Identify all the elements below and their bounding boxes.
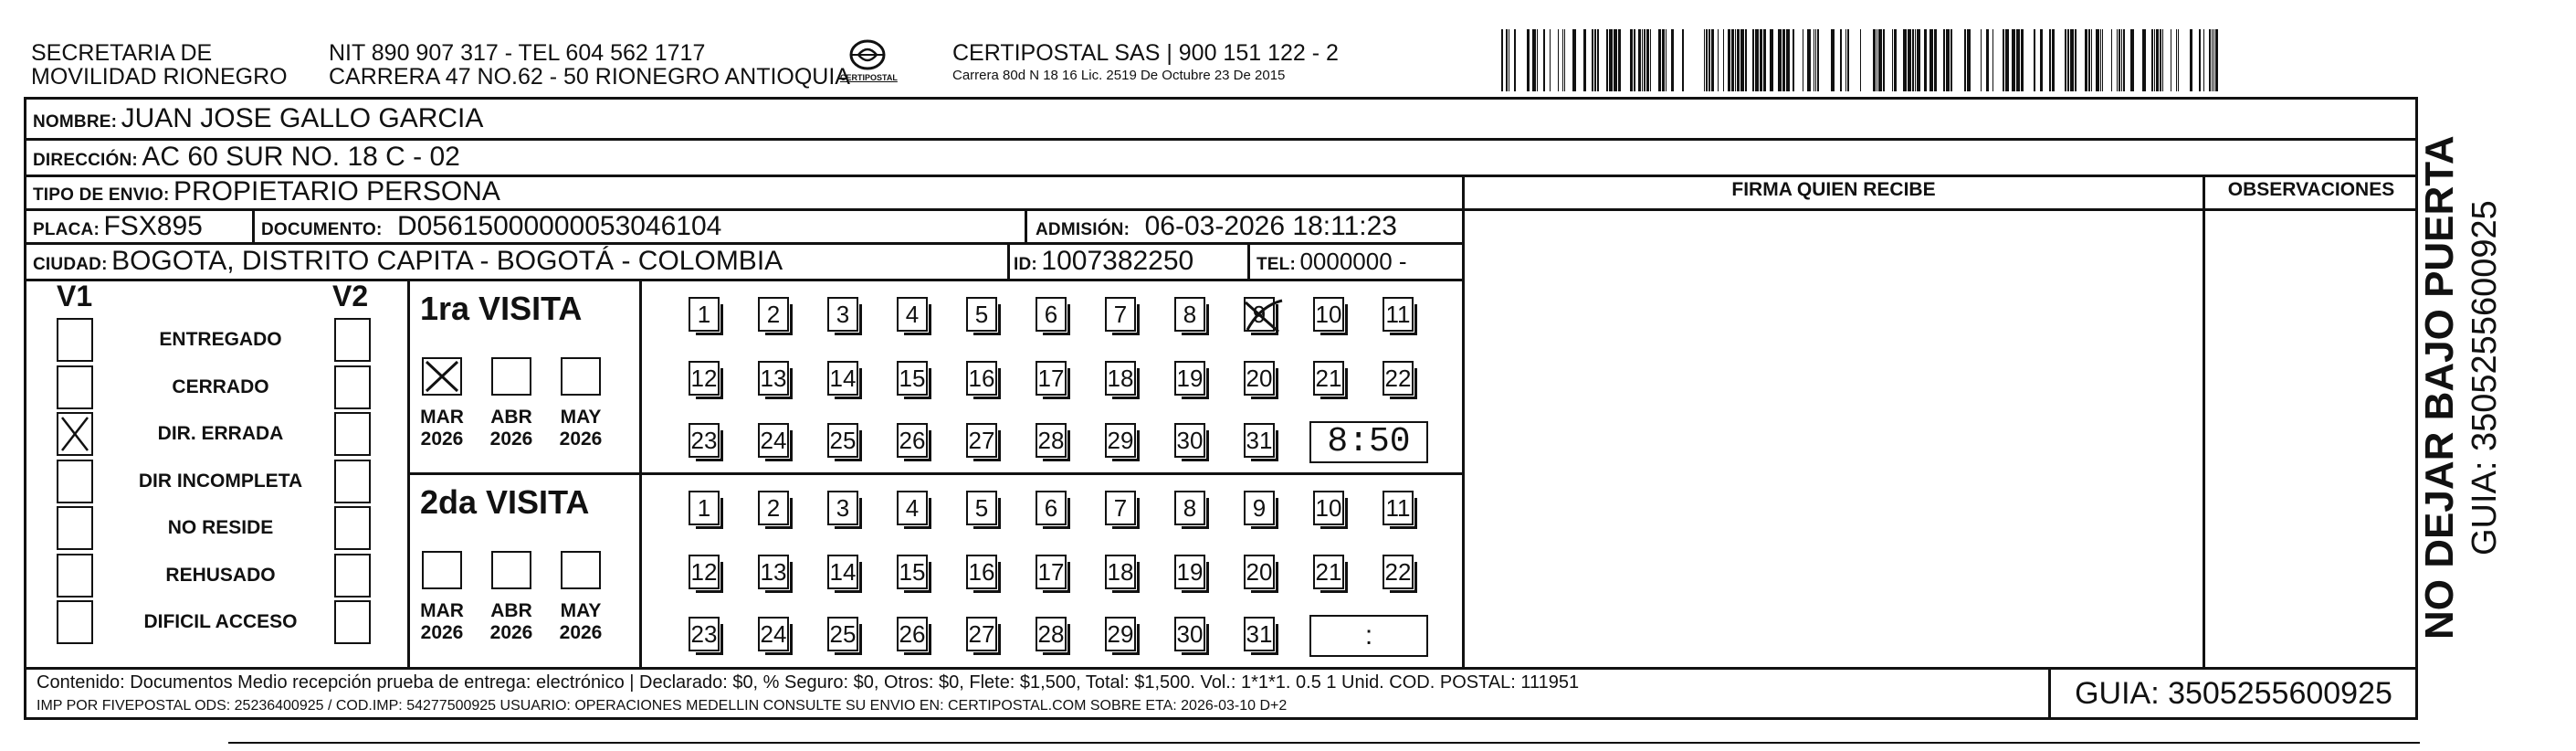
day-box[interactable]: [1313, 361, 1344, 396]
documento-row: [261, 210, 721, 248]
month-year: 2026: [559, 622, 603, 643]
day-box[interactable]: [1383, 297, 1414, 332]
day-number: 4: [905, 494, 920, 522]
visit-title: 1ra VISITA: [420, 290, 583, 327]
admision-row: [1036, 210, 1397, 248]
day-box[interactable]: [827, 555, 858, 589]
direccion-label: DIRECCIÓN:: [33, 151, 138, 170]
day-box[interactable]: [966, 297, 997, 332]
day-number: 9: [1252, 494, 1267, 522]
month-name: MAR: [420, 407, 464, 428]
day-number: 6: [1044, 494, 1058, 522]
day-number: 21: [1315, 365, 1342, 392]
footer-guia: GUIA: 3505255600925: [2075, 676, 2392, 711]
day-box[interactable]: [966, 423, 997, 458]
day-number: 29: [1107, 620, 1134, 648]
day-number: 19: [1176, 365, 1204, 392]
day-number: 19: [1176, 558, 1204, 586]
month-year: 2026: [489, 428, 533, 450]
day-box[interactable]: [1383, 555, 1414, 589]
day-number: 16: [968, 365, 995, 392]
day-box[interactable]: [966, 617, 997, 651]
month-label: [483, 600, 540, 644]
day-box[interactable]: [689, 361, 720, 396]
day-number: 5: [974, 494, 989, 522]
month-year: 2026: [420, 622, 464, 643]
day-box[interactable]: [1174, 617, 1205, 651]
day-box[interactable]: [827, 617, 858, 651]
day-number: 20: [1246, 365, 1273, 392]
placa-value: FSX895: [103, 211, 203, 241]
v2-checkbox[interactable]: [334, 412, 371, 456]
v1-checkbox[interactable]: [57, 506, 93, 550]
day-number: 30: [1176, 427, 1204, 454]
day-number: 8: [1183, 301, 1197, 328]
day-box[interactable]: [1105, 555, 1136, 589]
day-number: 27: [968, 427, 995, 454]
documento-value: D05615000000053046104: [397, 211, 722, 241]
v1-checkbox[interactable]: [57, 460, 93, 503]
day-box[interactable]: [758, 297, 789, 332]
firma-header: FIRMA QUIEN RECIBE: [1731, 179, 1936, 200]
company-sub: Carrera 80d N 18 16 Lic. 2519 De Octubre 23 De 2015: [952, 68, 1286, 83]
sender-line-2: MOVILIDAD RIONEGRO: [31, 64, 288, 90]
bottom-rule: [228, 742, 2420, 744]
day-box[interactable]: [1174, 297, 1205, 332]
reason-label: DIFICIL ACCESO: [143, 611, 298, 632]
day-number: 27: [968, 620, 995, 648]
tel-row: [1256, 245, 1407, 282]
day-number: 12: [690, 365, 718, 392]
day-number: 10: [1315, 494, 1342, 522]
day-number: 15: [899, 365, 926, 392]
day-number: 23: [690, 620, 718, 648]
day-number: 24: [760, 620, 787, 648]
day-cross-mark: [1242, 297, 1286, 337]
day-box[interactable]: [689, 491, 720, 525]
day-number: 16: [968, 558, 995, 586]
day-box[interactable]: [758, 423, 789, 458]
reason-label: CERRADO: [172, 376, 269, 397]
v2-checkbox[interactable]: [334, 506, 371, 550]
day-box[interactable]: [1313, 491, 1344, 525]
month-year: 2026: [559, 428, 603, 450]
day-box[interactable]: [758, 361, 789, 396]
day-box[interactable]: [827, 361, 858, 396]
day-number: 12: [690, 558, 718, 586]
day-box[interactable]: [689, 617, 720, 651]
reason-label: ENTREGADO: [159, 329, 282, 350]
day-box[interactable]: [1383, 361, 1414, 396]
day-box[interactable]: [1244, 423, 1275, 458]
month-name: MAY: [560, 407, 602, 428]
day-box[interactable]: [827, 423, 858, 458]
day-number: 3: [836, 494, 850, 522]
reason-label: DIR. ERRADA: [157, 423, 284, 444]
visit-time-field[interactable]: [1309, 421, 1428, 463]
month-label: [552, 407, 609, 450]
day-number: 18: [1107, 558, 1134, 586]
day-box[interactable]: [1174, 361, 1205, 396]
nombre-value: JUAN JOSE GALLO GARCIA: [121, 103, 484, 133]
day-box[interactable]: [897, 297, 928, 332]
month-checkbox[interactable]: [491, 357, 531, 396]
day-box[interactable]: [758, 617, 789, 651]
placa-label: PLACA:: [33, 220, 100, 239]
day-box[interactable]: [966, 361, 997, 396]
month-name: MAY: [560, 600, 602, 621]
day-number: 6: [1044, 301, 1058, 328]
day-number: 13: [760, 365, 787, 392]
reason-label: DIR INCOMPLETA: [138, 471, 303, 492]
day-number: 8: [1183, 494, 1197, 522]
day-number: 30: [1176, 620, 1204, 648]
v2-header: V2: [332, 280, 369, 312]
day-box[interactable]: [897, 555, 928, 589]
day-number: 4: [905, 301, 920, 328]
day-number: 28: [1037, 620, 1065, 648]
day-number: 22: [1384, 365, 1412, 392]
day-box[interactable]: [827, 297, 858, 332]
month-checkbox[interactable]: [422, 551, 462, 589]
day-box[interactable]: [1174, 491, 1205, 525]
direccion-row: [33, 141, 460, 178]
day-box[interactable]: [897, 617, 928, 651]
day-number: 21: [1315, 558, 1342, 586]
day-box[interactable]: [897, 361, 928, 396]
day-number: 17: [1037, 558, 1065, 586]
day-box[interactable]: [1036, 297, 1067, 332]
admision-value: 06-03-2026 18:11:23: [1144, 211, 1397, 241]
day-box[interactable]: [689, 555, 720, 589]
day-box[interactable]: [1383, 491, 1414, 525]
day-box[interactable]: [1244, 297, 1275, 332]
day-number: 1: [697, 494, 711, 522]
v2-checkbox[interactable]: [334, 365, 371, 409]
id-row: [1014, 245, 1193, 282]
month-checkbox[interactable]: [422, 357, 462, 396]
v2-checkbox[interactable]: [334, 600, 371, 644]
barcode: [1501, 29, 2227, 91]
day-box[interactable]: [1244, 491, 1275, 525]
day-box[interactable]: [1036, 491, 1067, 525]
month-checkbox[interactable]: [491, 551, 531, 589]
day-number: 28: [1037, 427, 1065, 454]
visit-title: 2da VISITA: [420, 483, 590, 521]
day-number: 23: [690, 427, 718, 454]
day-number: 5: [974, 301, 989, 328]
v2-checkbox[interactable]: [334, 460, 371, 503]
day-box[interactable]: [689, 297, 720, 332]
visit-time-field[interactable]: [1309, 615, 1428, 657]
nombre-label: NOMBRE:: [33, 112, 118, 132]
sender-line-1: SECRETARIA DE: [31, 40, 213, 66]
day-number: 26: [899, 620, 926, 648]
tipo-label: TIPO DE ENVIO:: [33, 185, 170, 205]
day-box[interactable]: [1105, 361, 1136, 396]
reason-label: NO RESIDE: [167, 517, 274, 538]
day-number: 25: [829, 427, 857, 454]
admision-label: ADMISIÓN:: [1036, 220, 1130, 239]
visit-time-value: 8:50: [1327, 422, 1411, 461]
day-box[interactable]: [1244, 617, 1275, 651]
v1-header: V1: [57, 280, 93, 312]
day-box[interactable]: [1036, 617, 1067, 651]
day-box[interactable]: [689, 423, 720, 458]
month-label: [414, 600, 470, 644]
day-box[interactable]: [1036, 423, 1067, 458]
v1-checkbox[interactable]: [57, 365, 93, 409]
day-box[interactable]: [1105, 491, 1136, 525]
month-checkbox[interactable]: [561, 551, 601, 589]
day-box[interactable]: [758, 555, 789, 589]
certipostal-logo: [835, 37, 900, 90]
day-number: 31: [1246, 620, 1273, 648]
side-guia: GUIA: 3505255600925: [2466, 200, 2504, 555]
day-number: 10: [1315, 301, 1342, 328]
day-box[interactable]: [966, 491, 997, 525]
v1-checkbox[interactable]: [57, 318, 93, 362]
day-box[interactable]: [758, 491, 789, 525]
v1-checkbox[interactable]: [57, 554, 93, 598]
day-number: 1: [697, 301, 711, 328]
day-number: 7: [1113, 494, 1128, 522]
company-line: CERTIPOSTAL SAS | 900 151 122 - 2: [952, 40, 1339, 66]
month-name: ABR: [490, 600, 532, 621]
id-value: 1007382250: [1041, 246, 1194, 276]
v2-checkbox[interactable]: [334, 554, 371, 598]
day-number: 26: [899, 427, 926, 454]
footer-impresion: IMP POR FIVEPOSTAL ODS: 25236400925 / COD.IMP: 54277500925 USUARIO: OPERACIONES MEDELLIN CONSULTE SU ENVIO EN: CERTIPOSTAL.COM SOBRE ETA: 2026-03-10 D+2: [37, 698, 1288, 714]
tel-value: 0000000 -: [1299, 248, 1407, 275]
day-box[interactable]: [1105, 297, 1136, 332]
logo-text: CERTIPOSTAL: [840, 73, 898, 82]
tipo-value: PROPIETARIO PERSONA: [173, 176, 500, 206]
day-number: 14: [829, 365, 857, 392]
day-number: 7: [1113, 301, 1128, 328]
day-number: 31: [1246, 427, 1273, 454]
day-number: 2: [766, 494, 781, 522]
day-number: 20: [1246, 558, 1273, 586]
month-label: [552, 600, 609, 644]
day-box[interactable]: [1105, 423, 1136, 458]
day-number: 9: [1252, 301, 1267, 328]
day-number: 13: [760, 558, 787, 586]
day-box[interactable]: [1244, 555, 1275, 589]
month-label: [414, 407, 470, 450]
day-box[interactable]: [1313, 297, 1344, 332]
nombre-row: [33, 102, 483, 140]
v1-checkbox[interactable]: [57, 600, 93, 644]
day-box[interactable]: [1244, 361, 1275, 396]
ciudad-label: CIUDAD:: [33, 255, 108, 274]
day-number: 11: [1385, 494, 1411, 522]
ciudad-row: [33, 245, 783, 282]
reason-label: REHUSADO: [165, 565, 276, 586]
month-name: MAR: [420, 600, 464, 621]
day-box[interactable]: [1174, 555, 1205, 589]
sender-nit: NIT 890 907 317 - TEL 604 562 1717: [329, 40, 706, 66]
month-year: 2026: [420, 428, 464, 450]
month-checkbox[interactable]: [561, 357, 601, 396]
id-label: ID:: [1014, 255, 1037, 274]
day-number: 11: [1385, 301, 1411, 328]
day-box[interactable]: [1313, 555, 1344, 589]
v2-checkbox[interactable]: [334, 318, 371, 362]
tel-label: TEL:: [1256, 255, 1297, 274]
day-box[interactable]: [1036, 555, 1067, 589]
day-number: 25: [829, 620, 857, 648]
day-number: 24: [760, 427, 787, 454]
observaciones-header: OBSERVACIONES: [2227, 179, 2395, 200]
day-number: 14: [829, 558, 857, 586]
sender-address: CARRERA 47 NO.62 - 50 RIONEGRO ANTIOQUIA: [329, 64, 850, 90]
documento-label: DOCUMENTO:: [261, 220, 383, 239]
direccion-value: AC 60 SUR NO. 18 C - 02: [142, 142, 460, 172]
day-number: 3: [836, 301, 850, 328]
day-number: 29: [1107, 427, 1134, 454]
ciudad-value: BOGOTA, DISTRITO CAPITA - BOGOTÁ - COLOMBIA: [111, 246, 783, 276]
footer-contenido: Contenido: Documentos Medio recepción prueba de entrega: electrónico | Declarado: $0, % Seguro: $0, Otros: $0, Flete: $1,500, Total: $1,500. Vol.: 1*1*1. 0.5 1 Unid. COD. POSTAL: 111951: [37, 672, 1580, 693]
side-warning: NO DEJAR BAJO PUERTA: [2417, 135, 2462, 640]
month-label: [483, 407, 540, 450]
day-box[interactable]: [897, 423, 928, 458]
day-number: 22: [1384, 558, 1412, 586]
day-number: 2: [766, 301, 781, 328]
day-number: 15: [899, 558, 926, 586]
v1-checkbox[interactable]: [57, 412, 93, 456]
day-box[interactable]: [827, 491, 858, 525]
day-number: 18: [1107, 365, 1134, 392]
day-box[interactable]: [1105, 617, 1136, 651]
month-year: 2026: [489, 622, 533, 643]
month-name: ABR: [490, 407, 532, 428]
placa-row: [33, 210, 203, 248]
day-box[interactable]: [1036, 361, 1067, 396]
day-box[interactable]: [966, 555, 997, 589]
day-number: 17: [1037, 365, 1065, 392]
day-box[interactable]: [1174, 423, 1205, 458]
day-box[interactable]: [897, 491, 928, 525]
visit-time-value: :: [1364, 620, 1373, 651]
tipo-row: [33, 175, 500, 213]
